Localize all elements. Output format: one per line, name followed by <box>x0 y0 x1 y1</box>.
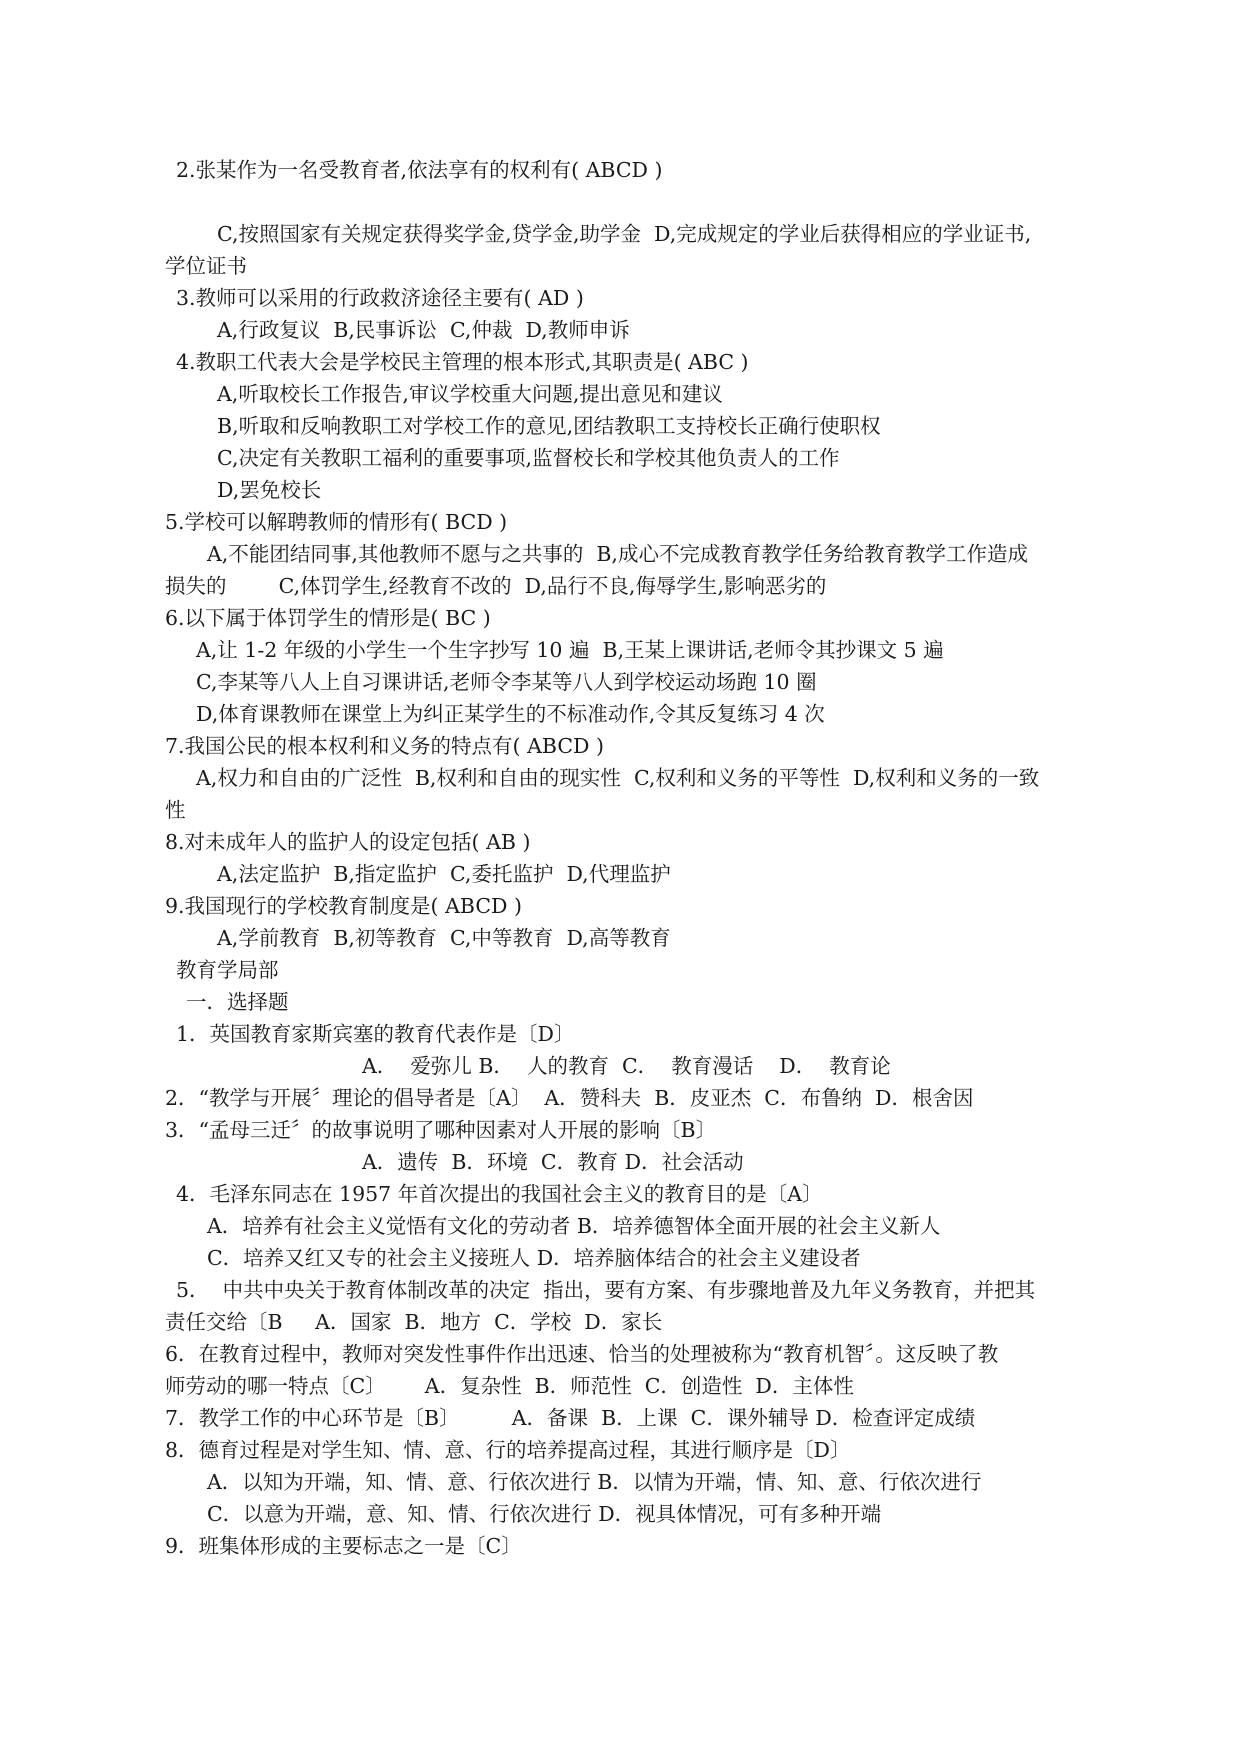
edu-question-2: 2．“教学与开展〞理论的倡导者是〔A〕 A．赞科夫 B．皮亚杰 C．布鲁纳 D．根舍因 <box>165 1086 974 1110</box>
question-4-option-c: C,决定有关教职工福利的重要事项,监督校长和学校其他负责人的工作 <box>217 446 840 470</box>
question-2: 2.张某作为一名受教育者,依法享有的权利有( ABCD ) <box>176 158 663 182</box>
question-5-options: A,不能团结同事,其他教师不愿与之共事的 B,成心不完成教育教学任务给教育教学工作造成 <box>207 542 1028 566</box>
edu-question-5: 5． 中共中央关于教育体制改革的决定 指出，要有方案、有步骤地普及九年义务教育，并把其 <box>176 1278 1036 1302</box>
edu-question-7: 7．教学工作的中心环节是〔B〕 A．备课 B．上课 C．课外辅导 D．检查评定成绩 <box>165 1406 976 1430</box>
edu-question-6: 6．在教育过程中，教师对突发性事件作出迅速、恰当的处理被称为“教育机智〞。这反映了教 <box>165 1342 999 1366</box>
question-6: 6.以下属于体罚学生的情形是( BC ) <box>165 606 491 630</box>
subsection-heading: 一．选择题 <box>186 990 289 1014</box>
question-3-options: A,行政复议 B,民事诉讼 C,仲裁 D,教师申诉 <box>217 318 630 342</box>
edu-question-4-options-cd: C．培养又红又专的社会主义接班人 D．培养脑体结合的社会主义建设者 <box>207 1246 861 1270</box>
edu-question-4: 4．毛泽东同志在 1957 年首次提出的我国社会主义的教育目的是〔A〕 <box>176 1182 823 1206</box>
edu-question-4-options-ab: A．培养有社会主义觉悟有文化的劳动者 B．培养德智体全面开展的社会主义新人 <box>207 1214 941 1238</box>
edu-question-1-options: A． 爱弥儿 B． 人的教育 C． 教育漫话 D． 教育论 <box>362 1054 891 1078</box>
edu-question-3: 3．“孟母三迁〞的故事说明了哪种因素对人开展的影响〔B〕 <box>165 1118 717 1142</box>
edu-question-5-cont: 责任交给〔B A．国家 B．地方 C．学校 D．家长 <box>165 1310 663 1334</box>
question-7: 7.我国公民的根本权利和义务的特点有( ABCD ) <box>165 734 604 758</box>
question-6-options-ab: A,让 1-2 年级的小学生一个生字抄写 10 遍 B,王某上课讲话,老师令其抄课文 5 遍 <box>196 638 944 662</box>
edu-question-8: 8．德育过程是对学生知、情、意、行的培养提高过程，其进行顺序是〔D〕 <box>165 1438 851 1462</box>
edu-question-8-options-cd: C．以意为开端，意、知、情、行依次进行 D．视具体情况，可有多种开端 <box>207 1502 882 1526</box>
question-6-option-c: C,李某等八人上自习课讲话,老师令李某等八人到学校运动场跑 10 圈 <box>196 670 817 694</box>
edu-question-8-options-ab: A．以知为开端，知、情、意、行依次进行 B．以情为开端，情、知、意、行依次进行 <box>207 1470 982 1494</box>
question-4: 4.教职工代表大会是学校民主管理的根本形式,其职责是( ABC ) <box>176 350 749 374</box>
edu-question-9: 9．班集体形成的主要标志之一是〔C〕 <box>165 1534 522 1558</box>
question-9-options: A,学前教育 B,初等教育 C,中等教育 D,高等教育 <box>217 926 671 950</box>
question-2-options-cd-cont: 学位证书 <box>165 254 247 278</box>
question-2-options-cd: C,按照国家有关规定获得奖学金,贷学金,助学金 D,完成规定的学业后获得相应的学业证书, <box>217 222 1032 246</box>
edu-question-3-options: A．遗传 B．环境 C．教育 D．社会活动 <box>362 1150 744 1174</box>
question-4-option-b: B,听取和反响教职工对学校工作的意见,团结教职工支持校长正确行使职权 <box>217 414 881 438</box>
section-heading: 教育学局部 <box>176 958 279 982</box>
question-5-options-cont: 损失的 C,体罚学生,经教育不改的 D,品行不良,侮辱学生,影响恶劣的 <box>165 574 827 598</box>
edu-question-6-cont: 师劳动的哪一特点〔C〕 A．复杂性 B．师范性 C．创造性 D．主体性 <box>165 1374 854 1398</box>
question-4-option-d: D,罢免校长 <box>217 478 322 502</box>
question-9: 9.我国现行的学校教育制度是( ABCD ) <box>165 894 522 918</box>
question-4-option-a: A,听取校长工作报告,审议学校重大问题,提出意见和建议 <box>217 382 723 406</box>
question-7-options-cont: 性 <box>165 798 186 822</box>
question-8: 8.对未成年人的监护人的设定包括( AB ) <box>165 830 531 854</box>
question-7-options: A,权力和自由的广泛性 B,权利和自由的现实性 C,权利和义务的平等性 D,权利和义务的一致 <box>196 766 1040 790</box>
edu-question-1: 1．英国教育家斯宾塞的教育代表作是〔D〕 <box>176 1022 575 1046</box>
question-5: 5.学校可以解聘教师的情形有( BCD ) <box>165 510 508 534</box>
question-6-option-d: D,体育课教师在课堂上为纠正某学生的不标准动作,令其反复练习 4 次 <box>196 702 825 726</box>
question-3: 3.教师可以采用的行政救济途径主要有( AD ) <box>176 286 584 310</box>
question-8-options: A,法定监护 B,指定监护 C,委托监护 D,代理监护 <box>217 862 671 886</box>
